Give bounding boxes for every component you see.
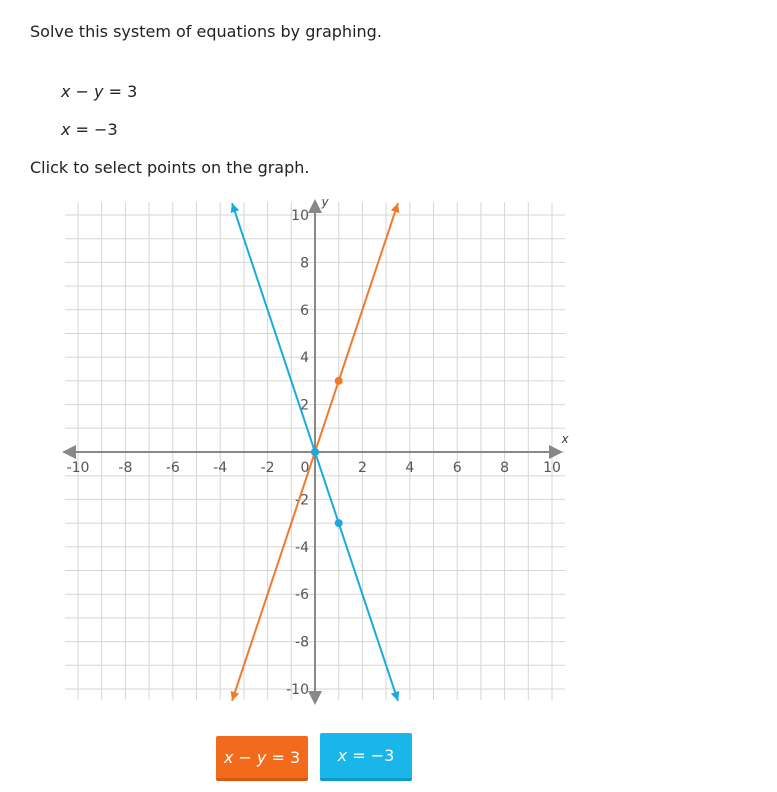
- x-axis-left-arrow: [62, 445, 76, 459]
- x-axis-right-arrow: [549, 445, 563, 459]
- equation-1-rhs: = 3: [103, 82, 138, 101]
- blue-line-arrow-end: [231, 203, 240, 213]
- x-tick-label: -4: [213, 460, 228, 476]
- blue-selected-point[interactable]: [311, 448, 319, 456]
- blue-button-rhs: = −3: [347, 746, 395, 765]
- x-tick-label: 10: [543, 460, 561, 476]
- y-tick-label: 4: [300, 350, 309, 367]
- x-tick-label: 4: [405, 460, 415, 476]
- y-axis-down-arrow: [308, 691, 322, 705]
- blue-line-button[interactable]: [320, 733, 412, 781]
- y-tick-label: -6: [295, 587, 309, 604]
- x-tick-label: 8: [500, 460, 510, 476]
- blue-selected-point[interactable]: [335, 519, 343, 527]
- y-tick-label: -2: [295, 492, 309, 509]
- y-tick-label: 6: [300, 302, 309, 319]
- x-axis-label: x: [561, 432, 569, 446]
- orange-line-arrow-start: [231, 691, 240, 701]
- orange-button-var-x: x: [223, 747, 234, 767]
- equation-1-var-x: x: [61, 82, 71, 101]
- y-tick-label: 8: [300, 255, 309, 272]
- y-axis-label: y: [321, 195, 329, 209]
- x-tick-label: -6: [165, 460, 180, 476]
- equation-2-var-x: x: [61, 120, 71, 139]
- orange-line-button[interactable]: [216, 736, 308, 781]
- equation-1-var-y: y: [94, 82, 104, 101]
- x-tick-label: 2: [357, 460, 367, 476]
- x-tick-label: 0: [300, 460, 310, 476]
- y-tick-label: -4: [295, 539, 309, 556]
- x-tick-label: -10: [66, 460, 90, 476]
- y-tick-label: 2: [300, 397, 309, 414]
- orange-line-arrow-end: [391, 203, 400, 213]
- blue-line-arrow-start: [391, 691, 400, 701]
- blue-button-var-x: x: [337, 746, 348, 765]
- orange-button-var-y: y: [256, 747, 267, 767]
- x-tick-label: -8: [118, 460, 133, 476]
- y-tick-label: -8: [295, 634, 309, 651]
- equation-2-rhs: = −3: [70, 120, 118, 139]
- instruction-text: Click to select points on the graph.: [30, 158, 310, 177]
- orange-selected-point[interactable]: [335, 377, 343, 385]
- y-tick-label: -10: [286, 682, 309, 698]
- x-tick-label: -2: [260, 460, 275, 476]
- question-prompt: Solve this system of equations by graphing.: [30, 22, 382, 41]
- orange-button-rhs: = 3: [266, 747, 301, 767]
- equation-1-op: −: [70, 82, 95, 101]
- y-axis-up-arrow: [308, 199, 322, 213]
- x-tick-label: 6: [452, 460, 462, 476]
- orange-button-op: −: [233, 747, 257, 767]
- y-tick-label: 10: [291, 208, 309, 224]
